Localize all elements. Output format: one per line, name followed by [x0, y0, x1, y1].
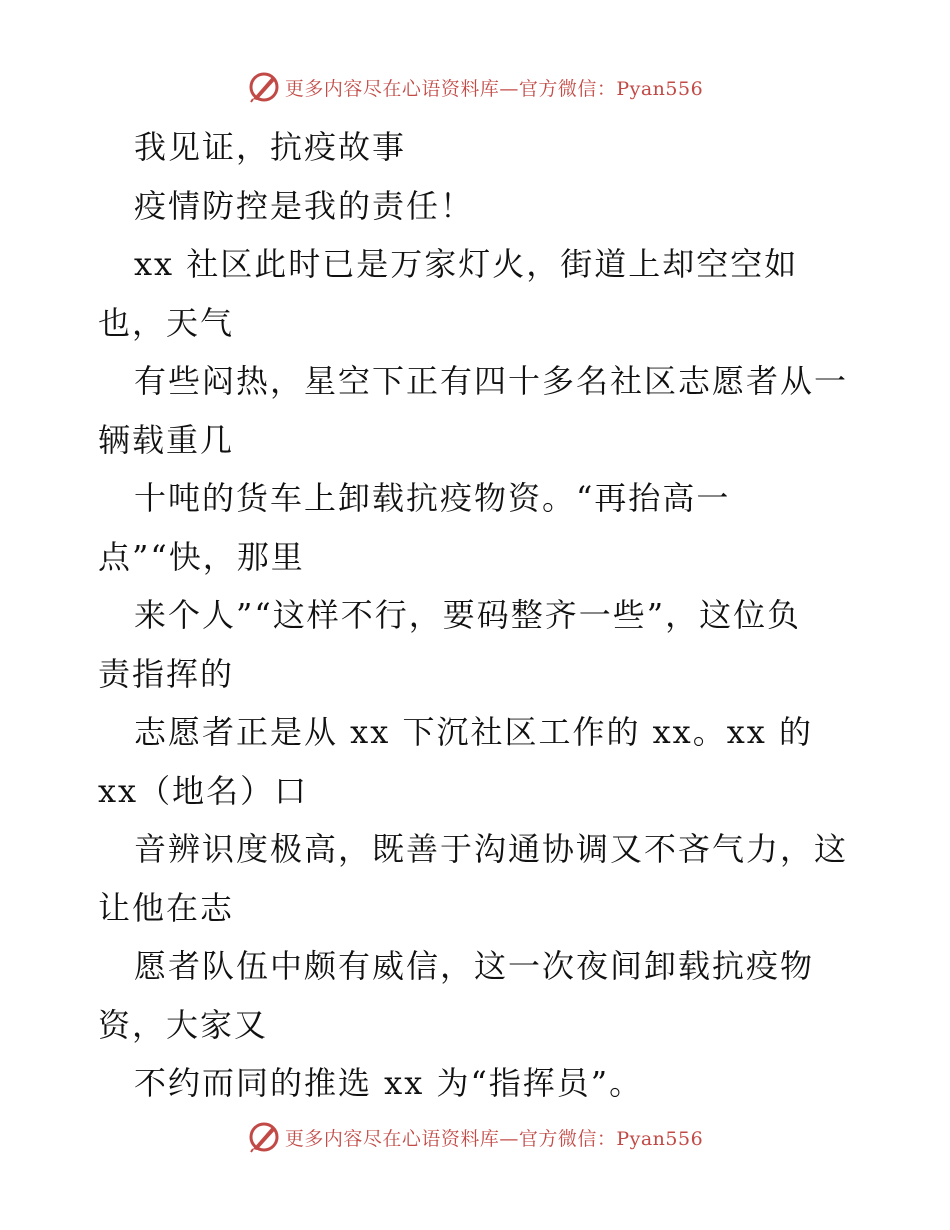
paragraph-line: 志愿者正是从 xx 下沉社区工作的 xx。xx 的 [134, 713, 813, 751]
paragraph-line: 疫情防控是我的责任！ [134, 186, 475, 225]
quill-logo-icon [247, 70, 281, 104]
paragraph-line: 也，天气 [98, 303, 235, 342]
paragraph-line: 有些闷热，星空下正有四十多名社区志愿者从一 [134, 362, 849, 400]
quill-logo-icon [247, 1120, 281, 1154]
paragraph-line: 责指挥的 [98, 654, 235, 693]
paragraph-line: 点”“快，那里 [98, 537, 305, 576]
document-body [98, 118, 858, 1113]
paragraph-line: 辆载重几 [98, 420, 235, 459]
paragraph-line: 让他在志 [98, 888, 235, 927]
paragraph-line: 愿者队伍中颇有威信，这一次夜间卸载抗疫物 [134, 947, 815, 985]
paragraph-line: xx（地名）口 [98, 771, 309, 810]
paragraph-line: xx 社区此时已是万家灯火，街道上却空空如 [134, 245, 799, 283]
paragraph-line: 不约而同的推选 xx 为“指挥员”。 [134, 1064, 644, 1102]
watermark-text: 更多内容尽在心语资料库—官方微信：Pyan556 [284, 77, 704, 100]
paragraph-line: 来个人”“这样不行，要码整齐一些”，这位负 [134, 596, 802, 634]
paragraph-line: 十吨的货车上卸载抗疫物资。“再抬高一 [134, 479, 731, 517]
document-title: 我见证，抗疫故事 [134, 128, 407, 166]
watermark-text: 更多内容尽在心语资料库—官方微信：Pyan556 [284, 1127, 704, 1150]
paragraph-line: 音辨识度极高，既善于沟通协调又不吝气力，这 [134, 830, 849, 868]
header-watermark-banner [0, 70, 950, 110]
footer-watermark-banner [0, 1120, 950, 1160]
paragraph-line: 资，大家又 [98, 1005, 269, 1044]
